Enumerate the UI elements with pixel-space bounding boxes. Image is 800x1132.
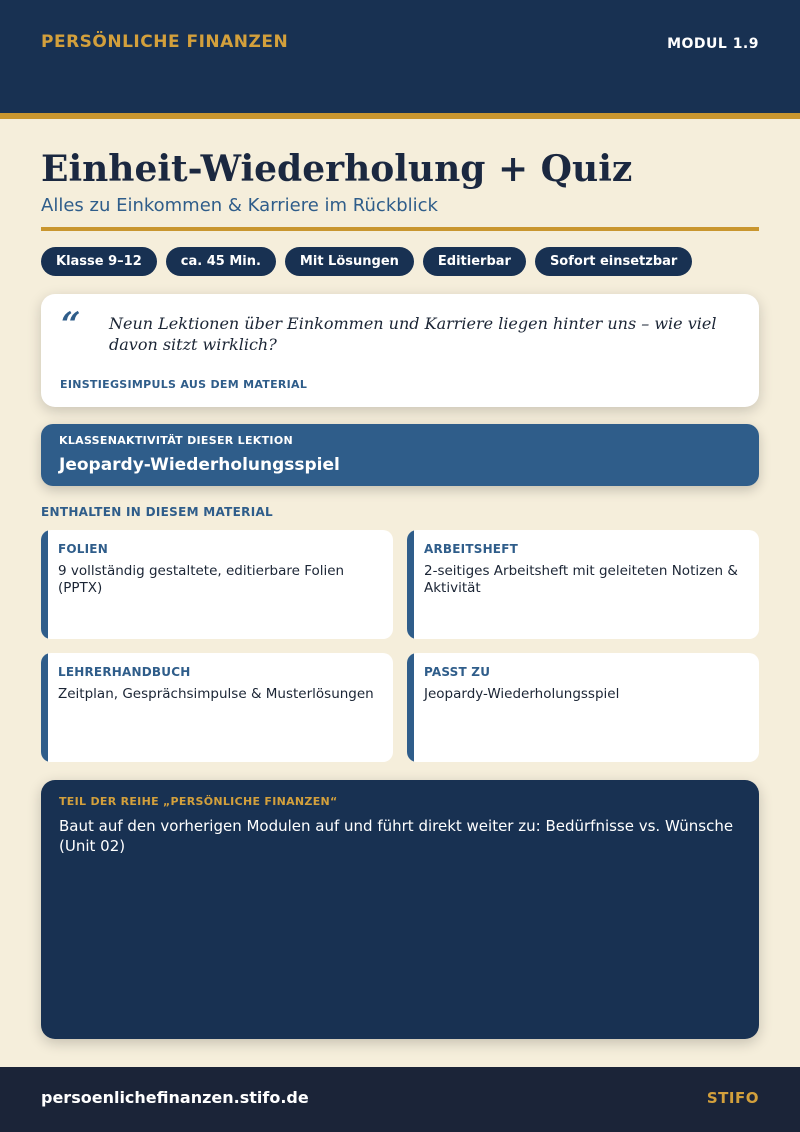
page-footer <box>0 1067 800 1132</box>
card-label: FOLIEN <box>58 542 108 556</box>
tag-solutions: Mit Lösungen <box>285 247 414 276</box>
footer-url-link[interactable]: persoenlichefinanzen.stifo.de <box>41 1088 309 1107</box>
card-accent-bar <box>407 530 414 639</box>
card-label: ARBEITSHEFT <box>424 542 518 556</box>
tag-editable: Editierbar <box>423 247 526 276</box>
quote-mark-icon: “ <box>61 305 81 345</box>
card-label: PASST ZU <box>424 665 491 679</box>
content-card-slides <box>41 530 393 639</box>
activity-banner <box>41 424 759 486</box>
module-number: MODUL 1.9 <box>667 36 759 52</box>
activity-title: Jeopardy-Wiederholungsspiel <box>59 455 340 475</box>
tag-grade: Klasse 9–12 <box>41 247 157 276</box>
content-card-matches <box>407 653 759 762</box>
card-text: Zeitplan, Gesprächsimpulse & Musterlösungen <box>58 686 374 702</box>
card-label: LEHRERHANDBUCH <box>58 665 191 679</box>
card-accent-bar <box>407 653 414 762</box>
quote-source: EINSTIEGSIMPULS AUS DEM MATERIAL <box>60 378 308 391</box>
series-label: TEIL DER REIHE „PERSÖNLICHE FINANZEN“ <box>59 795 338 808</box>
quote-text: Neun Lektionen über Einkommen und Karriere liegen hinter uns – wie viel davon sitzt wirklich? <box>109 314 717 354</box>
page-title: Einheit-Wiederholung + Quiz <box>41 148 633 190</box>
card-text: 2-seitiges Arbeitsheft mit geleiteten Notizen & Aktivität <box>424 563 738 596</box>
card-accent-bar <box>41 653 48 762</box>
title-divider <box>41 227 759 231</box>
tag-duration: ca. 45 Min. <box>166 247 276 276</box>
series-panel <box>41 780 759 1039</box>
page-subtitle: Alles zu Einkommen & Karriere im Rückblick <box>41 195 438 216</box>
card-text: 9 vollständig gestaltete, editierbare Folien (PPTX) <box>58 563 345 596</box>
activity-label: KLASSENAKTIVITÄT DIESER LEKTION <box>59 434 293 447</box>
footer-brand: STIFO <box>706 1089 759 1107</box>
tag-ready-to-use: Sofort einsetzbar <box>535 247 692 276</box>
brand-name: PERSÖNLICHE FINANZEN <box>41 32 289 52</box>
content-card-teacher-guide <box>41 653 393 762</box>
contents-heading: ENTHALTEN IN DIESEM MATERIAL <box>41 505 274 519</box>
page-header <box>0 0 800 113</box>
tag-list <box>41 247 692 276</box>
header-accent-stripe <box>0 113 800 119</box>
quote-card <box>41 294 759 407</box>
content-card-workbook <box>407 530 759 639</box>
card-accent-bar <box>41 530 48 639</box>
card-text: Jeopardy-Wiederholungsspiel <box>424 686 620 702</box>
series-text: Baut auf den vorherigen Modulen auf und führt direkt weiter zu: Bedürfnisse vs. Wünsche (Unit 02) <box>59 817 734 855</box>
